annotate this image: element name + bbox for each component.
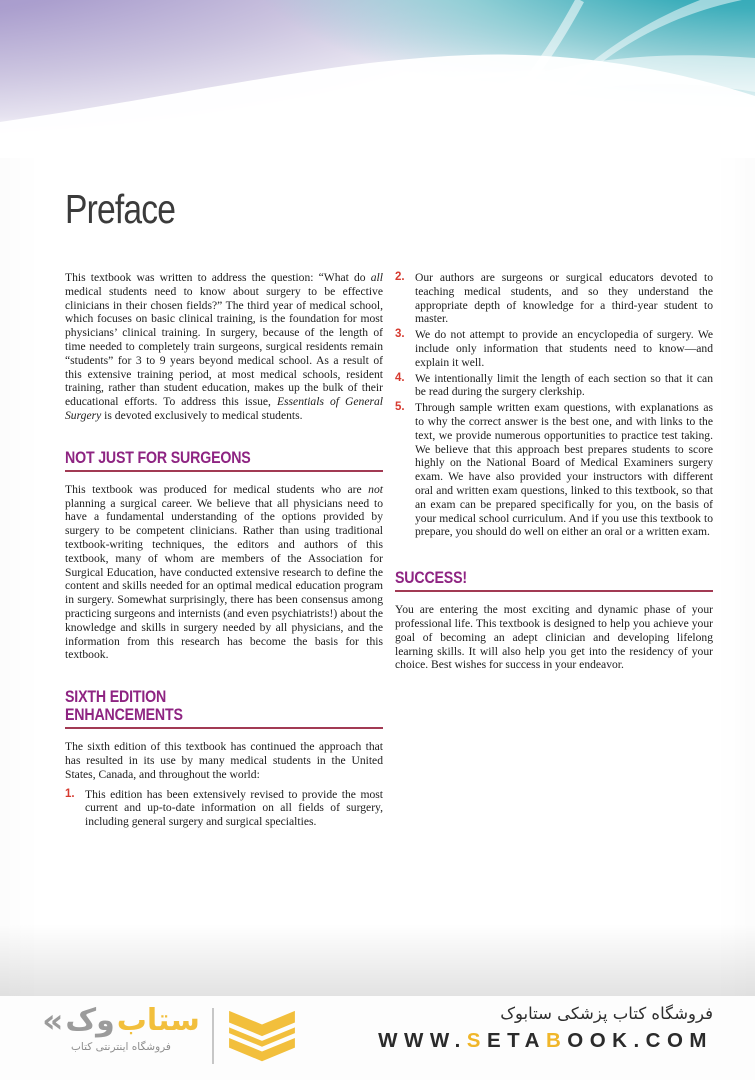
list-item (395, 271, 713, 326)
footer-persian-line: فروشگاه کتاب پزشکی ستابوک (500, 1004, 713, 1023)
sixth-edition-intro: The sixth edition of this textbook has continued the approach that has resulted in its use by many medical students in the United States, Canada, and throughout the world: (65, 740, 383, 781)
banner-swoosh-graphic (0, 0, 755, 158)
guillemet-mark: « (42, 1001, 64, 1041)
list-item (395, 401, 713, 539)
list-item-number: 1. (65, 787, 75, 800)
section-heading-text: NOT JUST FOR SURGEONS (65, 448, 251, 467)
section-heading-text: ENHANCEMENTS (65, 706, 183, 725)
wordmark-yellow-part: ستاب (116, 1003, 200, 1038)
numbered-list-left (65, 788, 383, 829)
footer-right-text (378, 1004, 713, 1053)
content-columns (65, 271, 713, 831)
page-title: Preface (65, 186, 176, 232)
list-item-text: This edition has been extensively revised to provide the most current and up-to-date information on all fields of surgery, including general surgery and surgical specialties. (85, 787, 383, 829)
section-heading-sixth-edition (65, 688, 383, 729)
intro-paragraph: This textbook was written to address the question: “What do all medical students need to know about surgery to be effective clinicians in their chosen fields?” The third year of medical school, which focuses on basic clinical training, is the foundation for most physicians’ clinical training. In surgery, because of the length of time needed to completely train surgeons, surgical residents remain “students” for 3 to 9 years beyond medical school. As a result of this extensive training period, at most medical schools, resident training, rather than student education, makes up the bulk of their educational efforts. To address this issue, Essentials of General Surgery is devoted exclusively to medical students. (65, 271, 383, 422)
decorative-banner (0, 0, 755, 158)
list-item-number: 2. (395, 271, 405, 283)
list-item (395, 328, 713, 369)
wordmark-gray-part: وک (65, 1003, 115, 1038)
list-item-number: 5. (395, 401, 405, 414)
setabook-chevron-emblem-icon (224, 1008, 300, 1068)
list-item-text: We do not attempt to provide an encyclopedia of surgery. We include only information that students need to know—and explain it well. (415, 328, 713, 369)
section-heading-not-just-for-surgeons (65, 449, 383, 472)
not-just-paragraph: This textbook was produced for medical students who are not planning a surgical career. We believe that all physicians need to have a fundamental understanding of the options provided by surgery to be competent clinicians. Rather than using traditional textbook-writing techniques, the editors and authors of this textbook, many of whom are members of the Association for Surgical Education, have conducted extensive research to define the content and skills needed for an optimal medical education program in surgery. Somewhat surprisingly, there has been consensus among practicing surgeons and internists (and even psychiatrists!) about the knowledge and skills in surgery needed by all physicians, and the information from this research has become the basis for this textbook. (65, 482, 383, 662)
list-item-text: We intentionally limit the length of each section so that it can be read during the surgery clerkship. (415, 371, 713, 399)
logo-tagline: فروشگاه اینترنتی کتاب (71, 1041, 171, 1053)
section-heading-text: SIXTH EDITION (65, 688, 167, 707)
numbered-list-right (395, 271, 713, 539)
setabook-logo (36, 1001, 206, 1053)
setabook-wordmark (36, 1001, 206, 1041)
list-item-text: Through sample written exam questions, with explanations as to why the correct answer is the best one, and with links to the text, we provide numerous opportunities to practice test taking. We believe that this approach best prepares students to score highly on the National Board of Medical Examiners surgery exam. We have also provided your instructors with different oral and written exam questions, linked to this textbook, so that an exam can be prepared specifically for you, on the basis of your medical school curriculum. And if you use this textbook to prepare, you should do well on either an oral or a written exam. (415, 401, 713, 539)
list-item-text: Our authors are surgeons or surgical educators devoted to teaching medical students, and so they understand the appropriate depth of knowledge for a third-year student to master. (415, 271, 713, 326)
section-heading-text: SUCCESS! (395, 569, 467, 588)
column-left (65, 271, 383, 831)
url-gold-letter: S (466, 1029, 487, 1052)
footer-url: WWW.SETABOOK.COM (378, 1029, 713, 1052)
footer (0, 996, 755, 1080)
url-gold-letter: B (545, 1029, 568, 1052)
section-heading-success (395, 569, 713, 592)
list-item (395, 372, 713, 400)
success-paragraph: You are entering the most exciting and dynamic phase of your professional life. This textbook is designed to help you achieve your goal of becoming an adept clinician and developing lifelong learning skills. It will also help you get into the residency of your choice. Best wishes for success in your endeavor. (395, 603, 713, 672)
scan-shadow-gradient (0, 924, 755, 996)
logo-divider (212, 1008, 214, 1064)
list-item (65, 788, 383, 829)
column-right (395, 271, 713, 831)
list-item-number: 4. (395, 371, 405, 384)
list-item-number: 3. (395, 328, 405, 341)
